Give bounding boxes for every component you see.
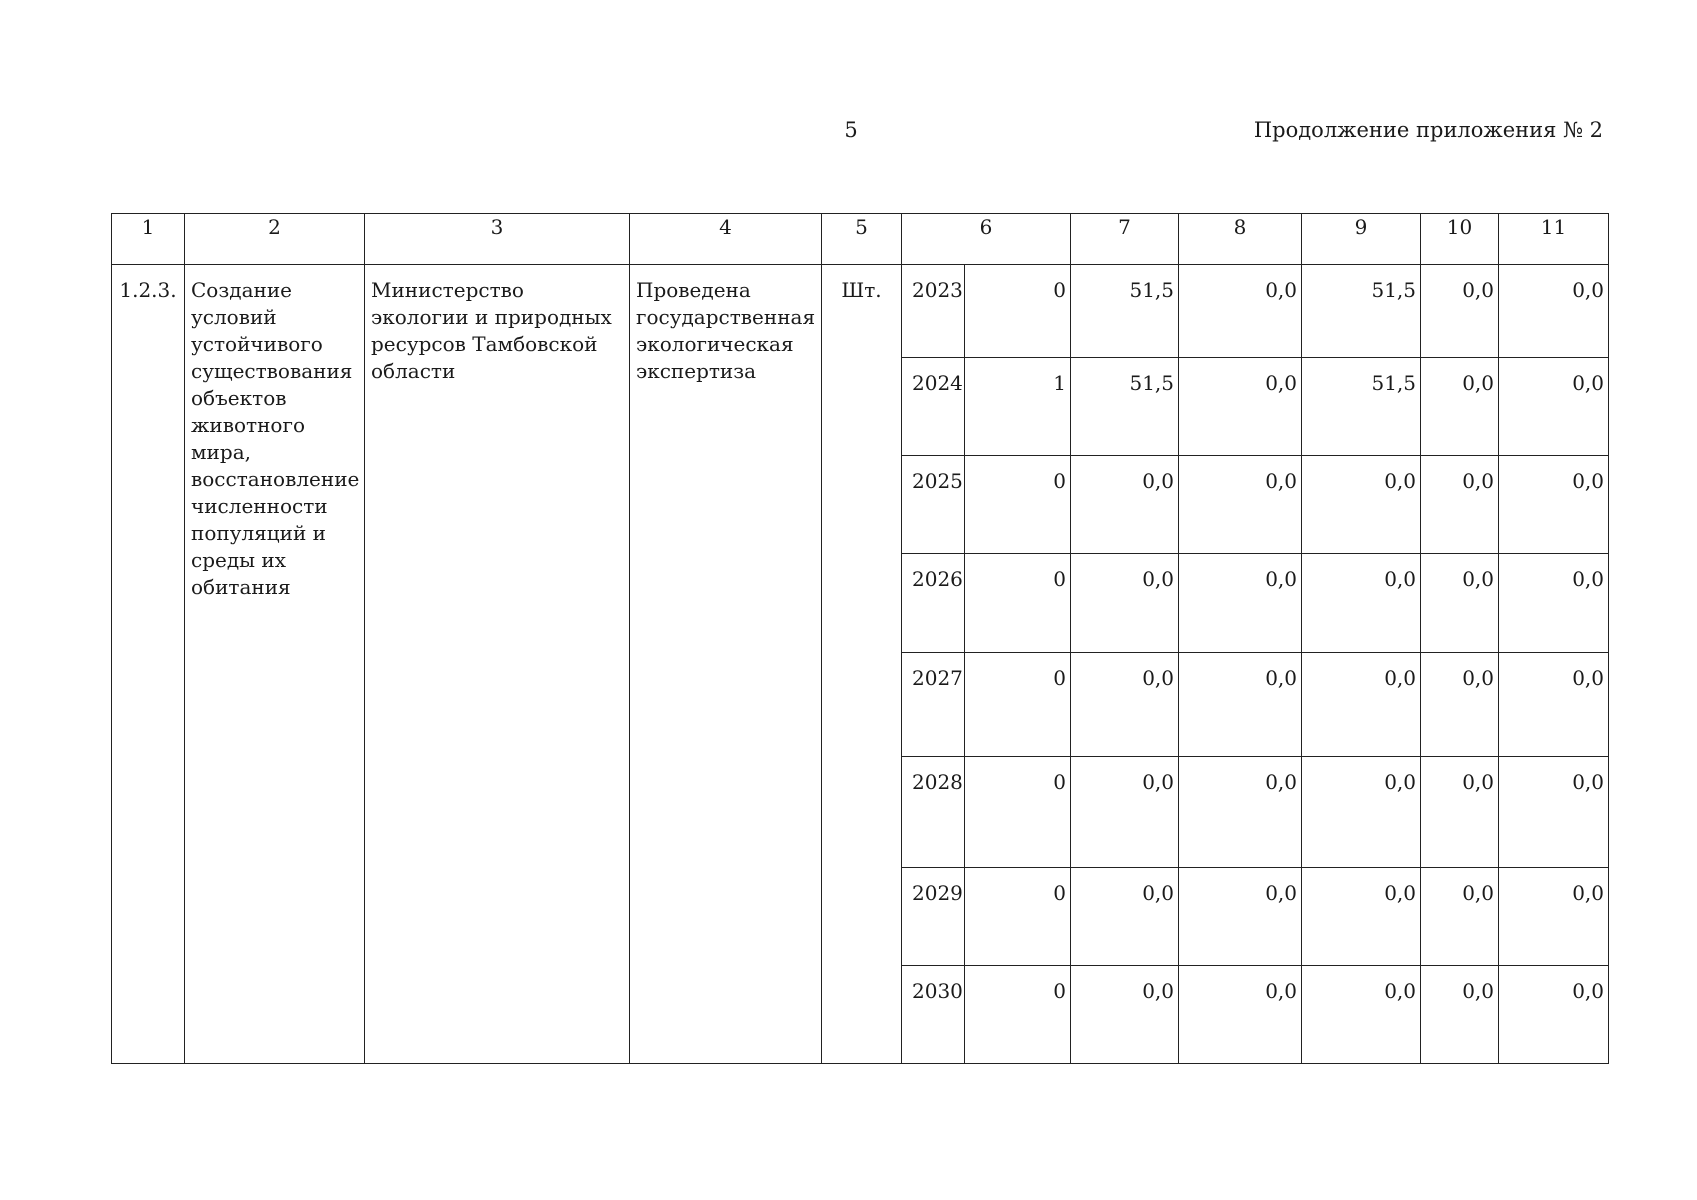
value-cell-c9: 0,0 [1302,653,1421,757]
value-cell-c10: 0,0 [1421,554,1499,653]
value-cell-c8: 0,0 [1179,966,1302,1064]
value-cell-qty: 0 [965,456,1071,554]
value-cell-qty: 0 [965,757,1071,868]
value-cell-qty: 0 [965,966,1071,1064]
value-cell-c10: 0,0 [1421,966,1499,1064]
value-cell-c11: 0,0 [1499,456,1609,554]
value-cell-c9: 0,0 [1302,966,1421,1064]
value-cell-c8: 0,0 [1179,868,1302,966]
value-cell-c11: 0,0 [1499,265,1609,358]
value-cell-qty: 0 [965,868,1071,966]
column-header: 8 [1179,214,1302,265]
value-cell-c10: 0,0 [1421,358,1499,456]
entry-number-cell: 1.2.3. [112,265,185,1064]
year-cell: 2029 [902,868,965,966]
column-header: 5 [822,214,902,265]
value-cell-c9: 0,0 [1302,868,1421,966]
result-cell: Проведена государственная экологическая экспертиза [630,265,822,1064]
value-cell-c9: 0,0 [1302,456,1421,554]
value-cell-c8: 0,0 [1179,456,1302,554]
value-cell-c11: 0,0 [1499,653,1609,757]
value-cell-c10: 0,0 [1421,653,1499,757]
column-header: 2 [185,214,365,265]
value-cell-c7: 0,0 [1071,966,1179,1064]
column-header: 7 [1071,214,1179,265]
year-cell: 2028 [902,757,965,868]
entry-name-cell: Создание условий устойчивого существования объектов животного мира, восстановление численности популяций и среды их обитания [185,265,365,1064]
column-header: 9 [1302,214,1421,265]
column-header: 3 [365,214,630,265]
year-cell: 2026 [902,554,965,653]
value-cell-qty: 1 [965,358,1071,456]
value-cell-c8: 0,0 [1179,265,1302,358]
value-cell-c8: 0,0 [1179,554,1302,653]
value-cell-qty: 0 [965,653,1071,757]
value-cell-c8: 0,0 [1179,757,1302,868]
value-cell-c7: 0,0 [1071,456,1179,554]
value-cell-c11: 0,0 [1499,966,1609,1064]
year-cell: 2027 [902,653,965,757]
value-cell-c11: 0,0 [1499,358,1609,456]
year-cell: 2023 [902,265,965,358]
column-header: 6 [902,214,1071,265]
value-cell-c9: 0,0 [1302,757,1421,868]
value-cell-c8: 0,0 [1179,653,1302,757]
column-header: 1 [112,214,185,265]
table-row [112,265,1609,358]
value-cell-c10: 0,0 [1421,456,1499,554]
value-cell-c8: 0,0 [1179,358,1302,456]
value-cell-c9: 51,5 [1302,265,1421,358]
value-cell-c7: 0,0 [1071,868,1179,966]
value-cell-c10: 0,0 [1421,757,1499,868]
appendix-continuation-note: Продолжение приложения № 2 [1253,118,1603,142]
data-table [111,213,1609,1064]
unit-cell: Шт. [822,265,902,1064]
column-header: 10 [1421,214,1499,265]
value-cell-c7: 51,5 [1071,358,1179,456]
year-cell: 2030 [902,966,965,1064]
value-cell-c7: 51,5 [1071,265,1179,358]
column-header: 11 [1499,214,1609,265]
year-cell: 2024 [902,358,965,456]
column-header: 4 [630,214,822,265]
value-cell-c10: 0,0 [1421,265,1499,358]
value-cell-c11: 0,0 [1499,757,1609,868]
value-cell-c7: 0,0 [1071,554,1179,653]
value-cell-c10: 0,0 [1421,868,1499,966]
value-cell-c11: 0,0 [1499,554,1609,653]
column-number-row [112,214,1609,265]
value-cell-c7: 0,0 [1071,757,1179,868]
value-cell-c7: 0,0 [1071,653,1179,757]
value-cell-qty: 0 [965,554,1071,653]
page-number: 5 [844,118,858,142]
year-cell: 2025 [902,456,965,554]
value-cell-qty: 0 [965,265,1071,358]
value-cell-c11: 0,0 [1499,868,1609,966]
value-cell-c9: 0,0 [1302,554,1421,653]
responsible-cell: Министерство экологии и природных ресурсов Тамбовской области [365,265,630,1064]
value-cell-c9: 51,5 [1302,358,1421,456]
